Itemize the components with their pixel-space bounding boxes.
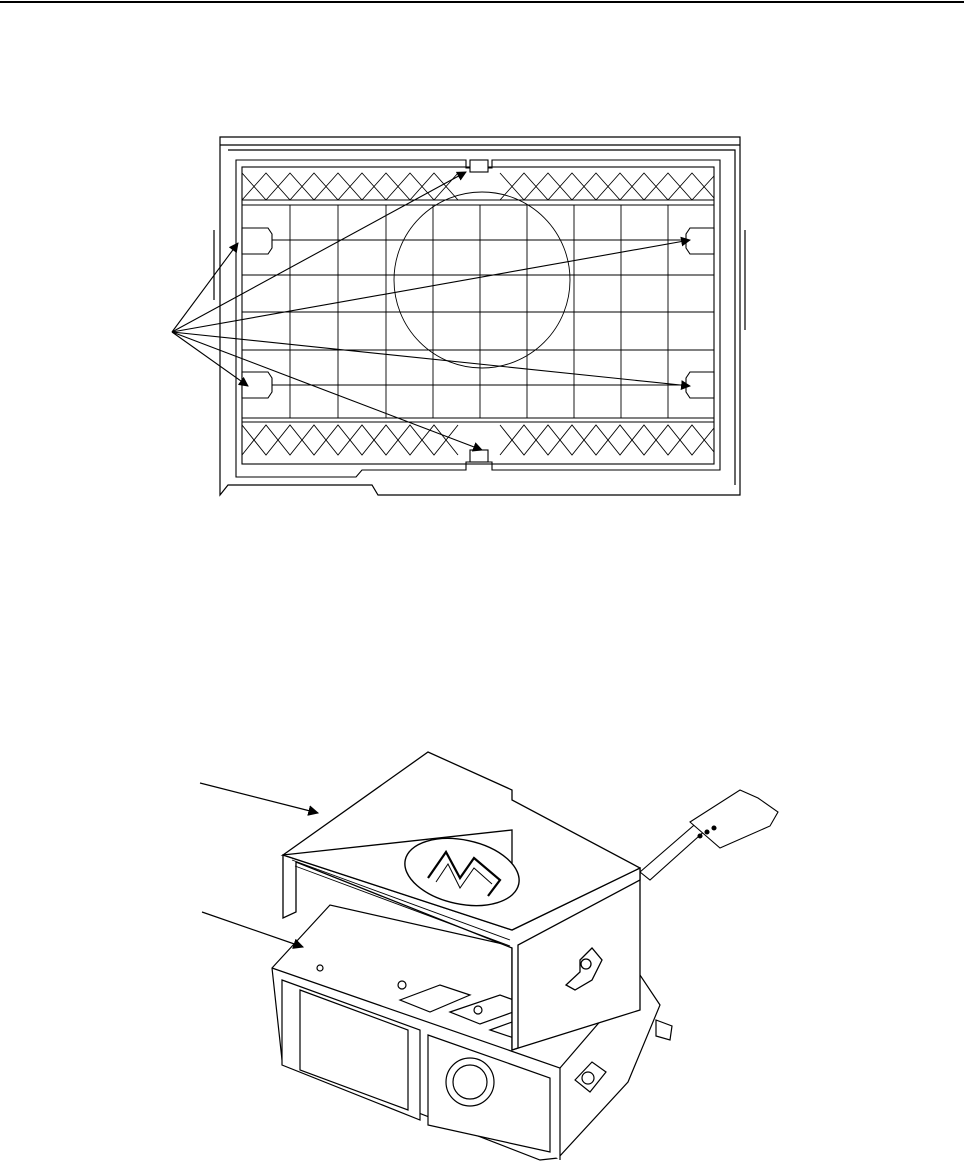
cover-callout-arrow [200, 783, 318, 813]
center-circle [394, 192, 570, 368]
chassis-callout-arrow [202, 912, 303, 947]
callout-arrow-4 [172, 332, 248, 386]
callout-arrow-2 [172, 172, 466, 332]
callout-arrows [172, 172, 690, 450]
tray-bottom-view-figure [150, 130, 750, 510]
diamond-lattice [242, 173, 714, 455]
header-rule [0, 1, 964, 3]
callout-arrow-1 [172, 243, 238, 332]
cable-connector [640, 790, 778, 880]
housing-outline [214, 137, 745, 495]
radio-cover-assembly-figure [190, 740, 800, 1162]
bottom-callout-arrows [200, 783, 318, 947]
